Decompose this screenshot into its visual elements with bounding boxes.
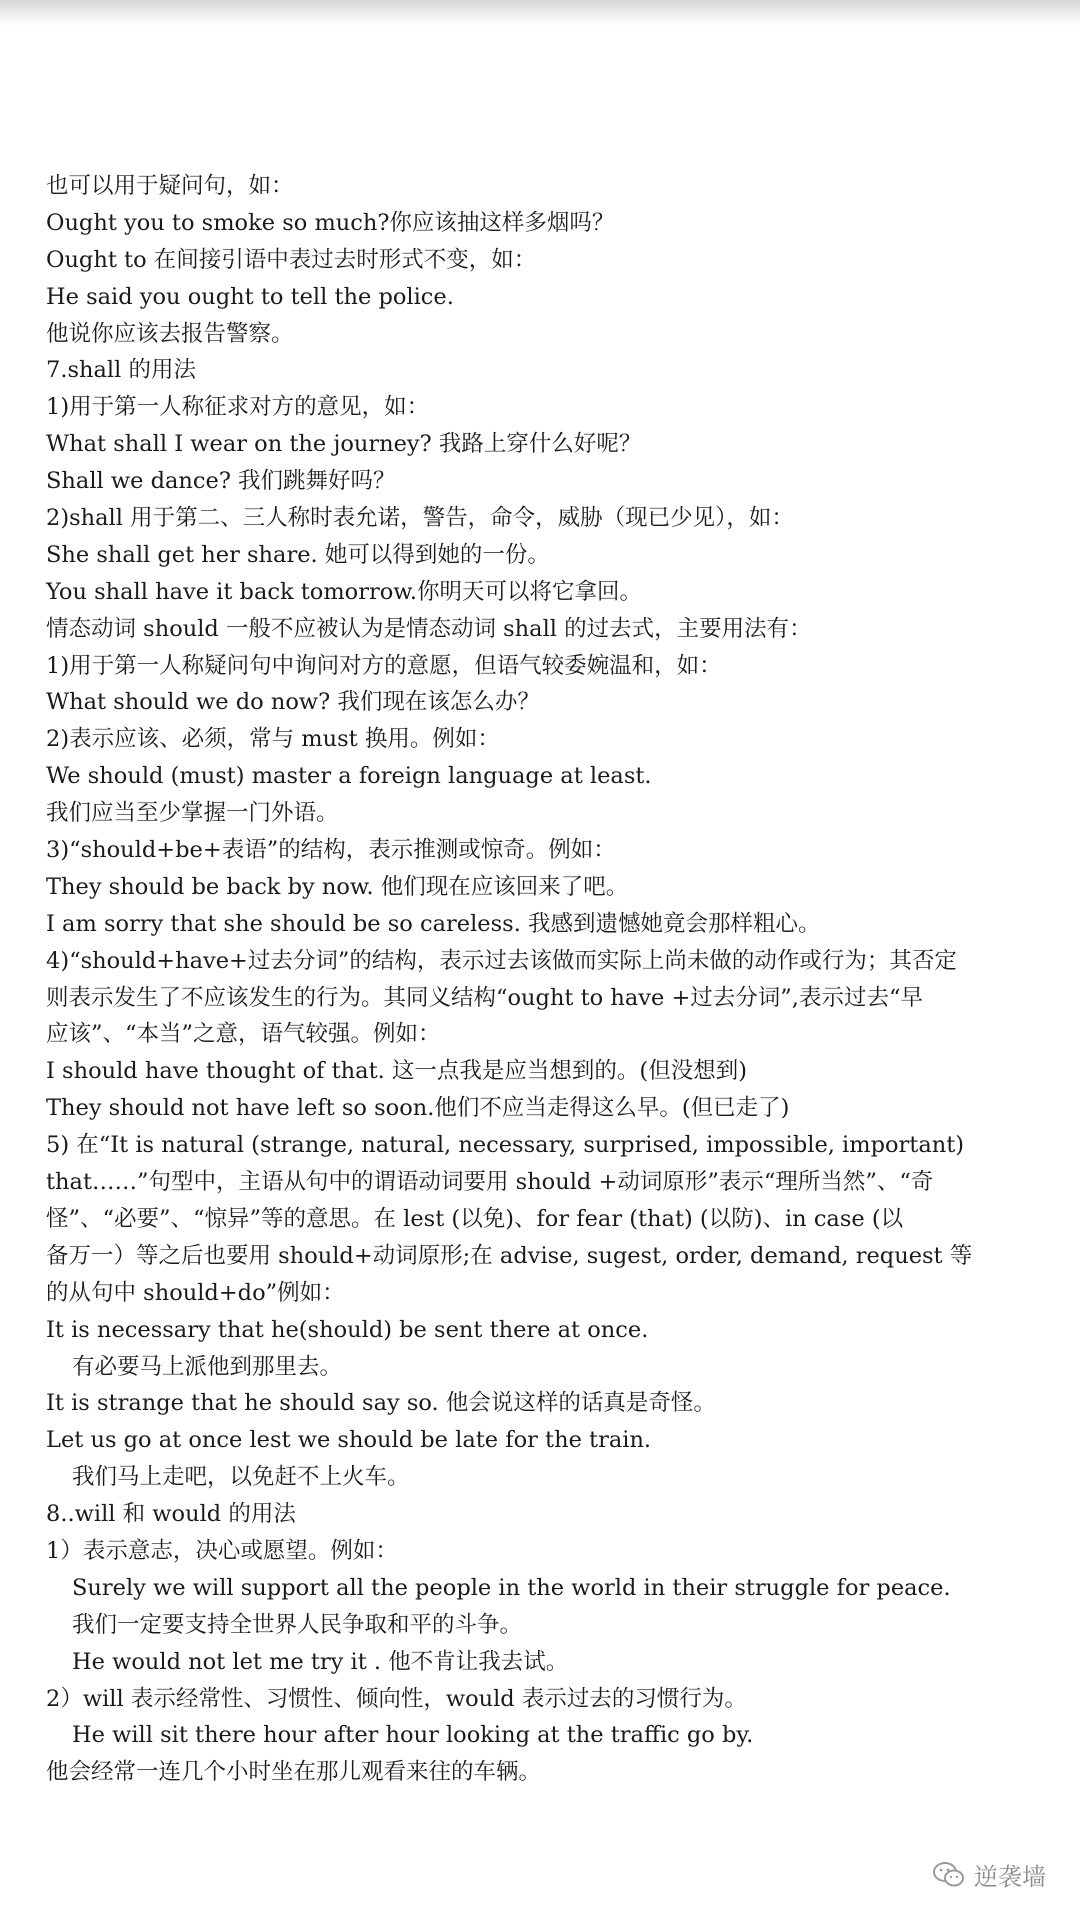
text-line: They should be back by now. 他们现在应该回来了吧。 xyxy=(46,873,629,900)
text-line: 他说你应该去报告警察。 xyxy=(46,320,294,347)
text-line: 8..will 和 would 的用法 xyxy=(46,1501,296,1528)
text-line: 7.shall 的用法 xyxy=(46,357,196,384)
text-line: You shall have it back tomorrow.你明天可以将它拿回。 xyxy=(46,578,643,605)
text-line: 1)用于第一人称疑问句中询问对方的意愿，但语气较委婉温和，如： xyxy=(46,652,722,679)
document-body xyxy=(46,168,1046,1791)
text-line: 2)表示应该、必须，常与 must 换用。例如： xyxy=(46,726,500,753)
text-line: What should we do now? 我们现在该怎么办？ xyxy=(46,689,540,716)
text-line: 5) 在“It is natural (strange, natural, necessary, surprised, impossible, important) xyxy=(46,1132,965,1159)
text-line: He would not let me try it . 他不肯让我去试。 xyxy=(72,1648,569,1675)
text-line: 1）表示意志，决心或愿望。例如： xyxy=(46,1537,398,1564)
text-line: 怪”、“必要”、“惊异”等的意思。在 lest (以免)、for fear (that) (以防)、in case (以 xyxy=(46,1205,904,1232)
text-line: 的从句中 should+do”例如： xyxy=(46,1279,345,1306)
text-line: 情态动词 should 一般不应被认为是情态动词 shall 的过去式，主要用法有： xyxy=(46,615,812,642)
text-line: 2)shall 用于第二、三人称时表允诺，警告，命令，威胁（现已少见），如： xyxy=(46,505,794,532)
text-line: He will sit there hour after hour looking at the traffic go by. xyxy=(72,1722,754,1749)
text-line: 我们马上走吧，以免赶不上火车。 xyxy=(72,1464,410,1491)
text-line: Shall we dance? 我们跳舞好吗？ xyxy=(46,468,396,495)
text-line: Ought to 在间接引语中表过去时形式不变，如： xyxy=(46,246,537,273)
text-line: that……”句型中，主语从句中的谓语动词要用 should +动词原形”表示“理所当然”、“奇 xyxy=(46,1169,934,1196)
text-line: I am sorry that she should be so careless. 我感到遗憾她竟会那样粗心。 xyxy=(46,910,821,937)
text-line: What shall I wear on the journey? 我路上穿什么好呢？ xyxy=(46,431,642,458)
text-line: 他会经常一连几个小时坐在那儿观看来往的车辆。 xyxy=(46,1759,542,1786)
text-line: 3)“should+be+表语”的结构，表示推测或惊奇。例如： xyxy=(46,837,616,864)
text-line: 2）will 表示经常性、习惯性、倾向性，would 表示过去的习惯行为。 xyxy=(46,1685,747,1712)
text-line: He said you ought to tell the police. xyxy=(46,283,454,310)
text-line: 应该”、“本当”之意，语气较强。例如： xyxy=(46,1021,441,1048)
text-line: It is strange that he should say so. 他会说这样的话真是奇怪。 xyxy=(46,1390,716,1417)
text-line: I should have thought of that. 这一点我是应当想到的。(但没想到) xyxy=(46,1058,747,1085)
text-line: 1)用于第一人称征求对方的意见，如： xyxy=(46,394,430,421)
text-line: 4)“should+have+过去分词”的结构，表示过去该做而实际上尚未做的动作或行为；其否定 xyxy=(46,947,957,974)
text-line: She shall get her share. 她可以得到她的一份。 xyxy=(46,541,550,568)
text-line: 则表示发生了不应该发生的行为。其同义结构“ought to have +过去分词”,表示过去“早 xyxy=(46,984,923,1011)
text-line: Surely we will support all the people in the world in their struggle for peace. xyxy=(72,1574,951,1601)
text-line: 也可以用于疑问句，如： xyxy=(46,173,294,199)
text-line: 我们一定要支持全世界人民争取和平的斗争。 xyxy=(72,1611,523,1638)
text-line: They should not have left so soon.他们不应当走得这么早。(但已走了) xyxy=(46,1095,790,1122)
top-shadow xyxy=(0,0,1080,26)
text-line: It is necessary that he(should) be sent there at once. xyxy=(46,1316,649,1343)
watermark-text: 逆袭墙 xyxy=(974,1863,1046,1891)
text-line: Ought you to smoke so much?你应该抽这样多烟吗？ xyxy=(46,209,615,236)
text-line: Let us go at once lest we should be late for the train. xyxy=(46,1427,652,1454)
text-line: 备万一）等之后也要用 should+动词原形;在 advise, sugest, order, demand, request 等 xyxy=(46,1242,973,1269)
text-line: 我们应当至少掌握一门外语。 xyxy=(46,800,339,827)
text-line: 有必要马上派他到那里去。 xyxy=(72,1353,343,1380)
wechat-icon xyxy=(932,1861,966,1889)
watermark xyxy=(932,1857,1046,1892)
text-line: We should (must) master a foreign language at least. xyxy=(46,763,652,790)
